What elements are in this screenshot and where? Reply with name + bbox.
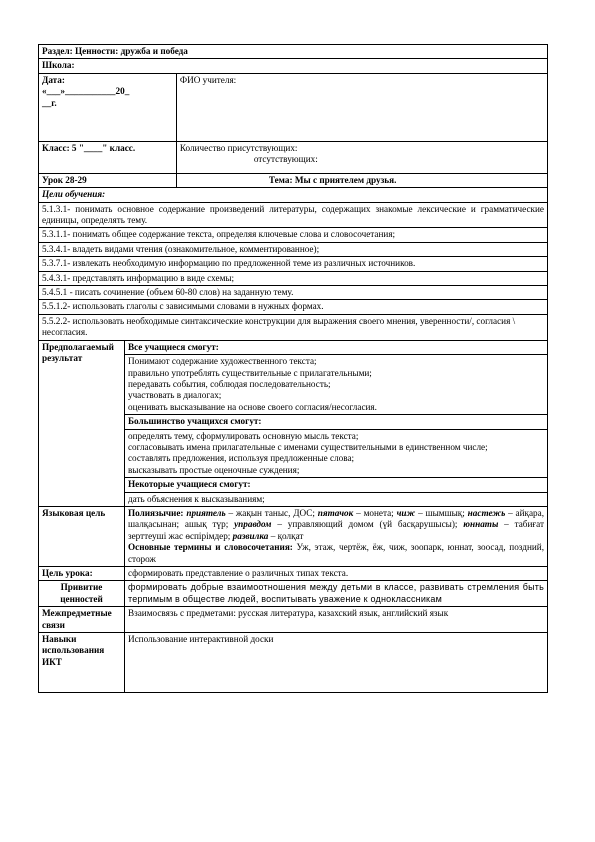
date-line-2: __г. bbox=[42, 97, 57, 108]
lesson-row bbox=[39, 173, 548, 187]
lesson-goal-row bbox=[39, 567, 548, 581]
date-row bbox=[39, 73, 548, 141]
language-label: Языковая цель bbox=[39, 506, 125, 566]
ict-label: Навыки использования ИКТ bbox=[39, 633, 125, 693]
vocab-translation: – қолқат bbox=[268, 530, 304, 541]
date-label: Дата: bbox=[42, 74, 65, 85]
list-item: высказывать простые оценочные суждения; bbox=[127, 464, 300, 475]
ict-text: Использование интерактивной доски bbox=[124, 633, 547, 693]
objective-item: 5.3.7.1- извлекать необходимую информацию по предложенной теме из различных источников. bbox=[39, 257, 548, 271]
date-cell bbox=[39, 73, 177, 141]
teacher-cell bbox=[176, 73, 547, 141]
terms-text: Уж, этаж, чертёж, ёж, чиж, зоопарк, юннат, зоосад, поздний, сторож bbox=[127, 542, 544, 564]
teacher-label: ФИО учителя: bbox=[179, 74, 237, 85]
list-item: составлять предложения, используя предложенные слова; bbox=[127, 453, 355, 464]
vocab-word: управдом bbox=[234, 519, 272, 530]
section-title: Раздел: Ценности: дружба и победа bbox=[39, 45, 548, 59]
some-students-title: Некоторые учащиеся смогут: bbox=[124, 478, 547, 492]
vocab-word: развилка bbox=[232, 530, 269, 541]
language-content bbox=[124, 506, 547, 566]
vocab-word: юннаты bbox=[463, 519, 499, 530]
lesson-plan-table bbox=[38, 44, 548, 693]
vocab-translation: – шымшық; bbox=[415, 507, 468, 518]
ict-row bbox=[39, 633, 548, 693]
lesson-number: Урок 28-29 bbox=[39, 173, 177, 187]
list-item: передавать события, соблюдая последовательность; bbox=[127, 378, 331, 389]
objective-item: 5.4.5.1 - писать сочинение (объем 60-80 слов) на заданную тему. bbox=[39, 286, 548, 300]
lesson-goal-label: Цель урока: bbox=[39, 567, 125, 581]
vocab-title: Полиязычие: bbox=[127, 507, 184, 518]
expected-label: Предполагаемый результат bbox=[39, 340, 125, 506]
values-text: формировать добрые взаимоотношения между детьми в классе, развивать стремления быть терпимым в обществе людей, воспитывать уважение к одноклассникам bbox=[124, 581, 547, 607]
objective-item: 5.3.4.1- владеть видами чтения (ознакомительное, комментированное); bbox=[39, 242, 548, 256]
vocab-translation: – айқара, шалқасынан; ашық түр; bbox=[127, 507, 545, 530]
lesson-goal-text: сформировать представление о различных типах текста. bbox=[124, 567, 547, 581]
vocab-translation: – жақын таныс, ДОС; bbox=[225, 507, 318, 518]
lesson-topic: Тема: Мы с приятелем друзья. bbox=[176, 173, 547, 187]
vocab-translation: – табиғат зерттеуші жас өспірімдер; bbox=[127, 519, 544, 541]
terms-title: Основные термины и словосочетания: bbox=[127, 542, 293, 553]
vocab-translation: – монета; bbox=[353, 507, 397, 518]
vocab-word: чиж bbox=[396, 507, 416, 518]
list-item: правильно употреблять существительные с прилагательными; bbox=[127, 367, 372, 378]
vocab-translation: – управляющий домом (үй басқарушысы); bbox=[271, 519, 464, 530]
vocab-word: пятачок bbox=[317, 507, 354, 518]
objective-item: 5.1.3.1- понимать основное содержание произведений литературы, содержащих знакомые лексические и грамматические единицы, определять тему. bbox=[39, 202, 548, 228]
some-students-list bbox=[124, 492, 547, 506]
list-item: оценивать высказывание на основе своего согласия/несогласия. bbox=[127, 401, 377, 412]
vocab-text bbox=[128, 508, 544, 541]
vocab-word: приятель bbox=[186, 507, 226, 518]
school-row bbox=[39, 59, 548, 73]
objective-item: 5.5.2.2- использовать необходимые синтаксические конструкции для выражения своего мнения, уверенности/, согласия \ несогласия. bbox=[39, 314, 548, 340]
all-students-list bbox=[124, 355, 547, 415]
attendance-cell bbox=[176, 141, 547, 173]
objective-item: 5.5.1.2- использовать глаголы с зависимыми словами в нужных формах. bbox=[39, 300, 548, 314]
date-line-1: «___»___________20_ bbox=[42, 86, 130, 97]
list-item: определять тему, сформулировать основную мысль текста; bbox=[127, 430, 359, 441]
list-item: участвовать в диалогах; bbox=[127, 390, 222, 401]
present-label: Количество присутствующих: bbox=[179, 142, 298, 153]
list-item: Понимают содержание художественного текста; bbox=[127, 356, 317, 367]
interdisciplinary-text: Взаимосвязь с предметами: русская литература, казахский язык, английский язык bbox=[124, 607, 547, 633]
absent-label: отсутствующих: bbox=[253, 154, 318, 165]
interdisciplinary-row bbox=[39, 607, 548, 633]
vocab-word: настежь bbox=[467, 507, 506, 518]
school-label: Школа: bbox=[39, 59, 548, 73]
most-students-title: Большинство учащихся смогут: bbox=[124, 415, 547, 429]
objectives-title: Цели обучения: bbox=[39, 188, 548, 202]
class-label: Класс: 5 "____" класс. bbox=[39, 141, 177, 173]
all-students-title: Все учащиеся смогут: bbox=[124, 340, 547, 354]
objective-item: 5.4.3.1- представлять информацию в виде схемы; bbox=[39, 271, 548, 285]
values-label: Привитие ценностей bbox=[39, 581, 125, 607]
section-row bbox=[39, 45, 548, 59]
list-item: согласовывать имена прилагательные с именами существительными в единственном числе; bbox=[127, 441, 488, 452]
language-row bbox=[39, 506, 548, 566]
list-item: дать объяснения к высказываниям; bbox=[127, 493, 265, 504]
interdisciplinary-label: Межпредметные связи bbox=[39, 607, 125, 633]
expected-row bbox=[39, 340, 548, 354]
most-students-list bbox=[124, 429, 547, 478]
objectives-title-row bbox=[39, 188, 548, 202]
values-row bbox=[39, 581, 548, 607]
class-row bbox=[39, 141, 548, 173]
objective-item: 5.3.1.1- понимать общее содержание текста, определяя ключевые слова и словосочетания; bbox=[39, 228, 548, 242]
